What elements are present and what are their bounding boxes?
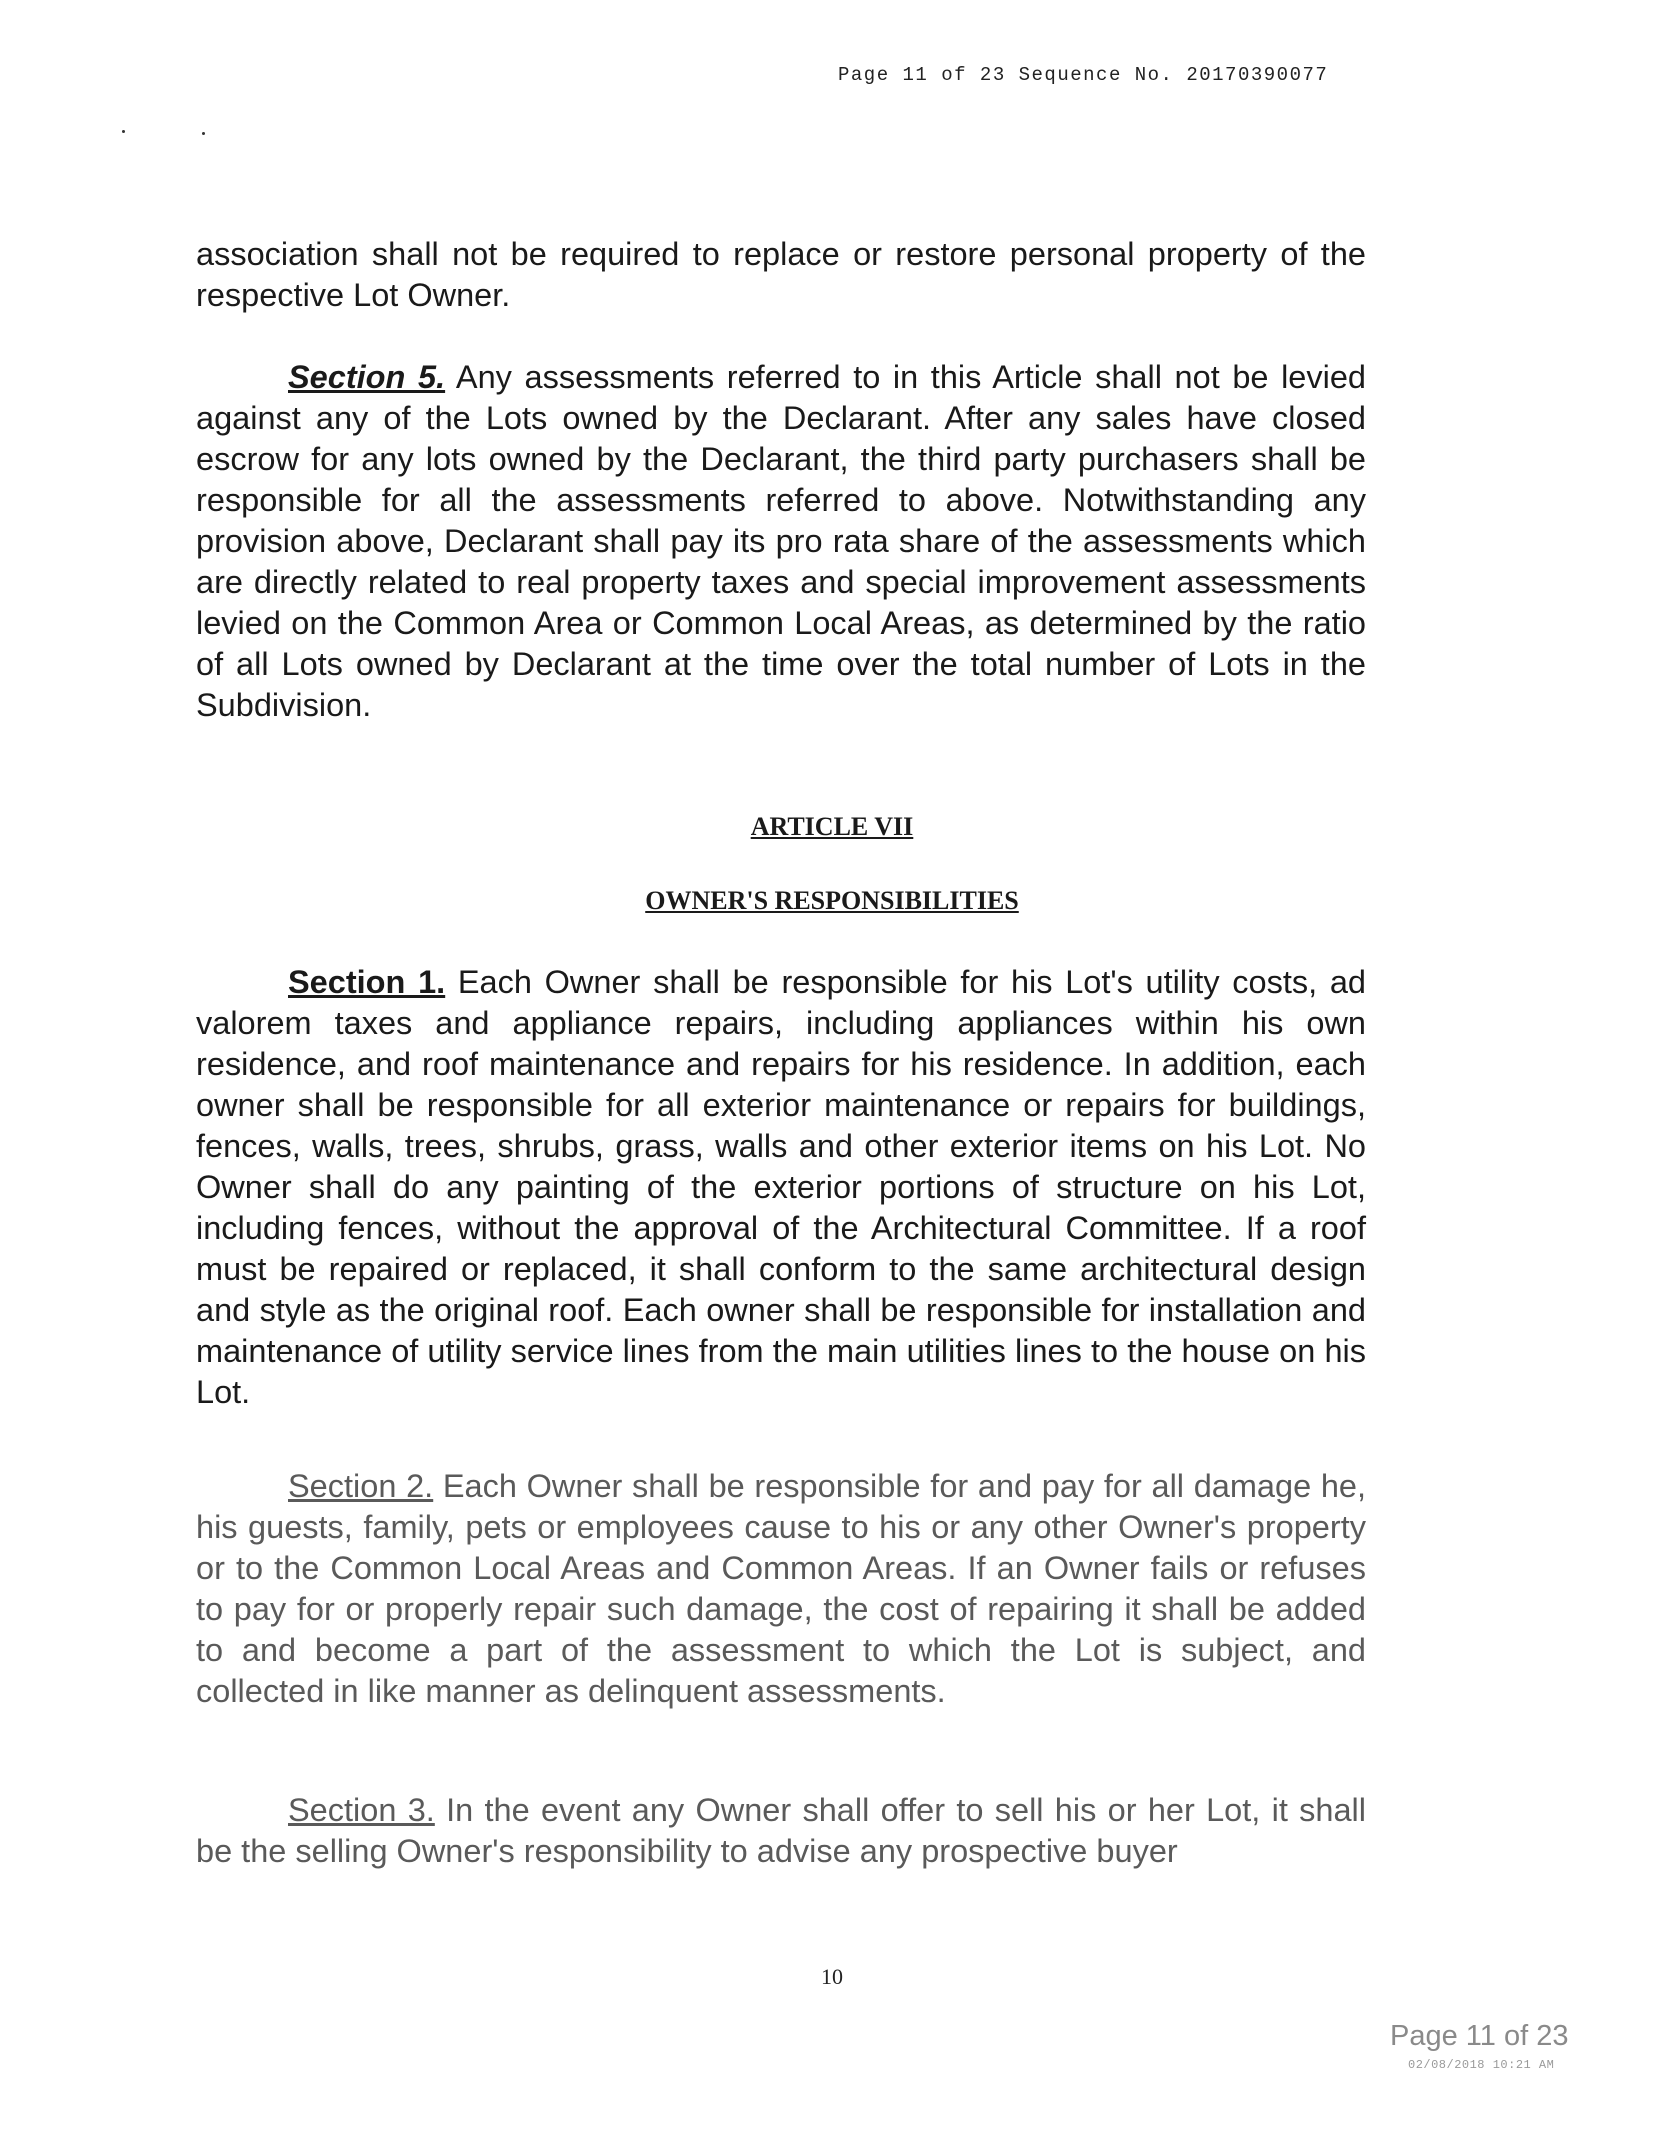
article-subtitle: OWNER'S RESPONSIBILITIES [645,886,1019,915]
section-5-label: Section 5. [288,359,446,395]
section-1-paragraph [196,962,1366,1413]
section-1-label: Section 1. [288,964,446,1000]
scan-speck [202,132,205,135]
article-title: ARTICLE VII [750,812,914,841]
section-2-text: Each Owner shall be responsible for and pay for all damage he, his guests, family, pets or employees cause to his or any other Owner's property or to the Common Local Areas and Common Areas. If an Owner fails or refuses to pay for or properly repair such damage, the cost of repairing it shall be added to and become a part of the assessment to which the Lot is subject, and collected in like manner as delinquent assessments. [196,1468,1367,1709]
continuation-paragraph [196,234,1366,316]
section-5-paragraph [196,357,1366,726]
continuation-text: association shall not be required to replace or restore personal property of the respective Lot Owner. [196,236,1366,313]
header-sequence-line: Page 11 of 23 Sequence No. 20170390077 [838,64,1329,86]
section-3-text: In the event any Owner shall offer to sell his or her Lot, it shall be the selling Owner's responsibility to advise any prospective buyer [196,1792,1366,1869]
section-5-text: Any assessments referred to in this Article shall not be levied against any of the Lots owned by the Declarant. After any sales have closed escrow for any lots owned by the Declarant, the third party purchasers shall be responsible for all the assessments referred to above. Notwithstanding any provision above, Declarant shall pay its pro rata share of the assessments which are directly related to real property taxes and special improvement assessments levied on the Common Area or Common Local Areas, as determined by the ratio of all Lots owned by Declarant at the time over the total number of Lots in the Subdivision. [196,359,1367,723]
stamp-date: 02/08/2018 10:21 AM [1408,2058,1555,2072]
section-2-paragraph [196,1466,1366,1712]
section-1-text: Each Owner shall be responsible for his Lot's utility costs, ad valorem taxes and appliance repairs, including appliances within his own residence, and roof maintenance and repairs for his residence. In addition, each owner shall be responsible for all exterior maintenance or repairs for buildings, fences, walls, trees, shrubs, grass, walls and other exterior items on his Lot. No Owner shall do any painting of the exterior portions of structure on his Lot, including fences, without the approval of the Architectural Committee. If a roof must be repaired or replaced, it shall conform to the same architectural design and style as the original roof. Each owner shall be responsible for installation and maintenance of utility service lines from the main utilities lines to the house on his Lot. [196,964,1366,1410]
scan-speck [122,130,125,133]
section-3-label: Section 3. [288,1792,435,1828]
page-number: 10 [821,1964,843,1989]
page-stamp: Page 11 of 23 [1390,2020,1569,2052]
section-2-label: Section 2. [288,1468,434,1504]
section-3-paragraph [196,1790,1366,1872]
